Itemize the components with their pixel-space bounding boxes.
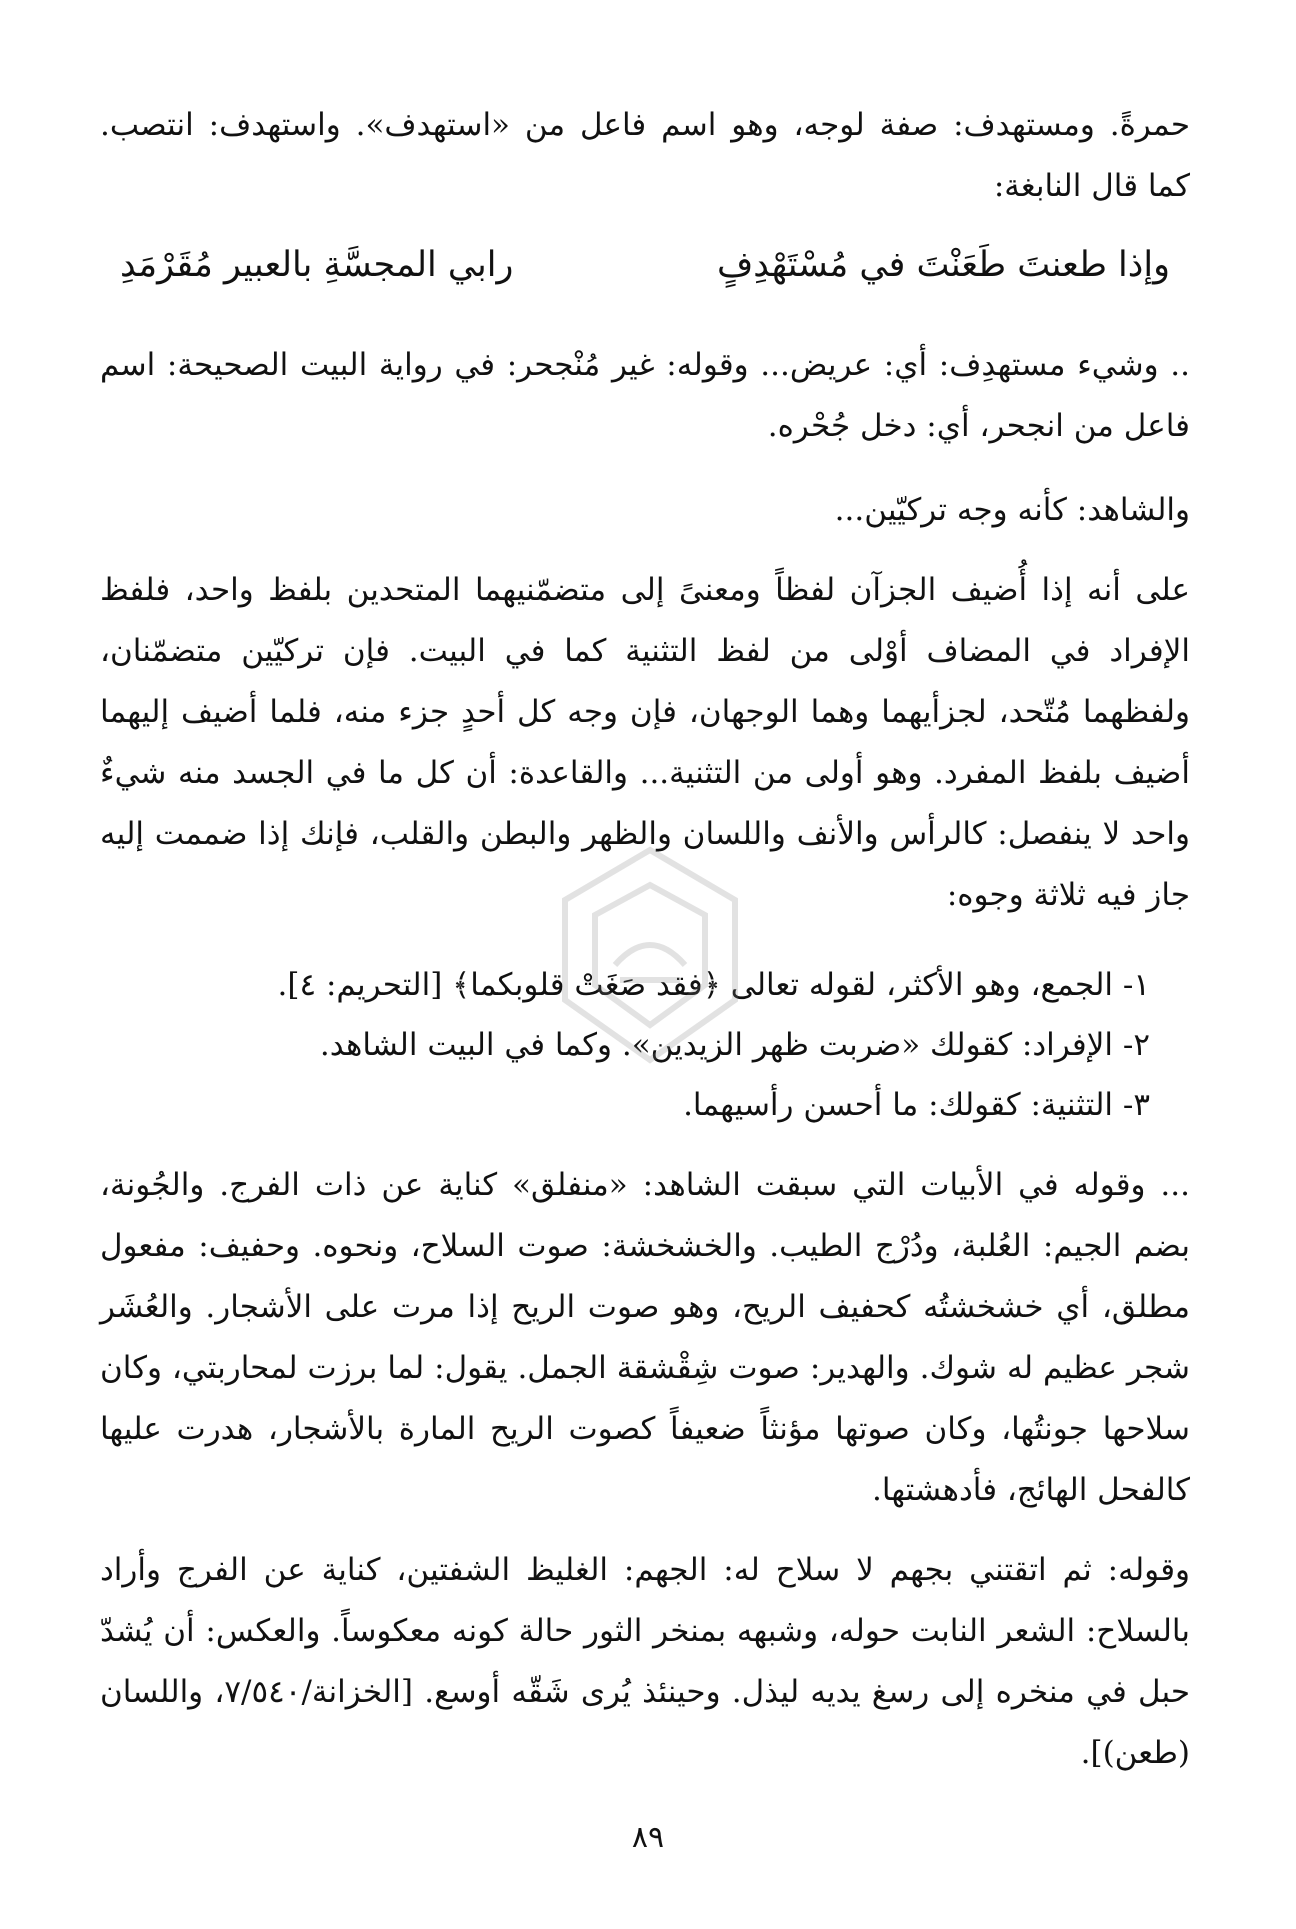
paragraph-5 xyxy=(100,1155,1190,1521)
paragraph-4-text: على أنه إذا أُضيف الجزآن لفظاً ومعنىً إلى متضمّنيهما المتحدين بلفظ واحد، فلفظ الإفراد في المضاف أوْلى من لفظ التثنية كما في البيت. فإن تركيّين متضمّنان، ولفظهما مُتّحد، لجزأيهما وهما الوجهان، فإن وجه كل أحدٍ جزء منه، فلما أضيف إليهما أضيف بلفظ المفرد. وهو أولى من التثنية... والقاعدة: أن كل ما في الجسد منه شيءٌ واحد لا ينفصل: كالرأس والأنف واللسان والظهر والبطن والقلب، فإنك إذا ضممت إليه جاز فيه ثلاثة وجوه: xyxy=(100,572,1190,913)
paragraph-2 xyxy=(100,335,1190,457)
paragraph-1 xyxy=(100,95,1190,217)
list-item-3: ٣- التثنية: كقولك: ما أحسن رأسيهما. xyxy=(683,1087,1150,1123)
paragraph-6 xyxy=(100,1540,1190,1784)
list-item-1: ١- الجمع، وهو الأكثر، لقوله تعالى ﴿فقد صَغَتْ قلوبكما﴾ [التحريم: ٤]. xyxy=(277,967,1150,1003)
verse-second-hemistich: رابي المجسَّةِ بالعبير مُقَرْمَدِ xyxy=(120,245,514,285)
verse-first-hemistich: وإذا طعنتَ طَعَنْتَ في مُسْتَهْدِفٍ xyxy=(716,245,1170,285)
paragraph-1-text: حمرةً. ومستهدف: صفة لوجه، وهو اسم فاعل من «استهدف». واستهدف: انتصب. كما قال النابغة: xyxy=(100,107,1190,204)
poetry-verse xyxy=(120,245,1170,285)
page-number: ٨٩ xyxy=(631,1820,665,1855)
paragraph-2-text: .. وشيء مستهدِف: أي: عريض... وقوله: غير مُنْجحر: في رواية البيت الصحيحة: اسم فاعل من انجحر، أي: دخل جُحْره. xyxy=(100,347,1190,444)
watermark-logo xyxy=(520,830,780,1090)
paragraph-3 xyxy=(100,480,1190,541)
paragraph-6-text: وقوله: ثم اتقتني بجهم لا سلاح له: الجهم: الغليظ الشفتين، كناية عن الفرج وأراد بالسلاح: الشعر النابت حوله، وشبهه بمنخر الثور حالة كونه معكوساً. والعكس: أن يُشدّ حبل في منخره إلى رسغ يديه ليذل. وحينئذ يُرى شَقّه أوسع. [الخزانة/٧/٥٤٠، واللسان (طعن)]. xyxy=(100,1552,1190,1771)
paragraph-5-text: ... وقوله في الأبيات التي سبقت الشاهد: «منفلق» كناية عن ذات الفرج. والجُونة، بضم الجيم: العُلبة، ودُرْج الطيب. والخشخشة: صوت السلاح، ونحوه. وحفيف: مفعول مطلق، أي خشخشتُه كحفيف الريح، وهو صوت الريح إذا مرت على الأشجار. والعُشَر شجر عظيم له شوك. والهدير: صوت شِقْشقة الجمل. يقول: لما برزت لمحاربتي، وكان سلاحها جونتُها، وكان صوتها مؤنثاً ضعيفاً كصوت الريح المارة بالأشجار، هدرت عليها كالفحل الهائج، فأدهشتها. xyxy=(100,1167,1190,1508)
paragraph-3-text: والشاهد: كأنه وجه تركيّين... xyxy=(834,492,1190,528)
list-item-2: ٢- الإفراد: كقولك «ضربت ظهر الزيدين». وكما في البيت الشاهد. xyxy=(319,1027,1150,1063)
